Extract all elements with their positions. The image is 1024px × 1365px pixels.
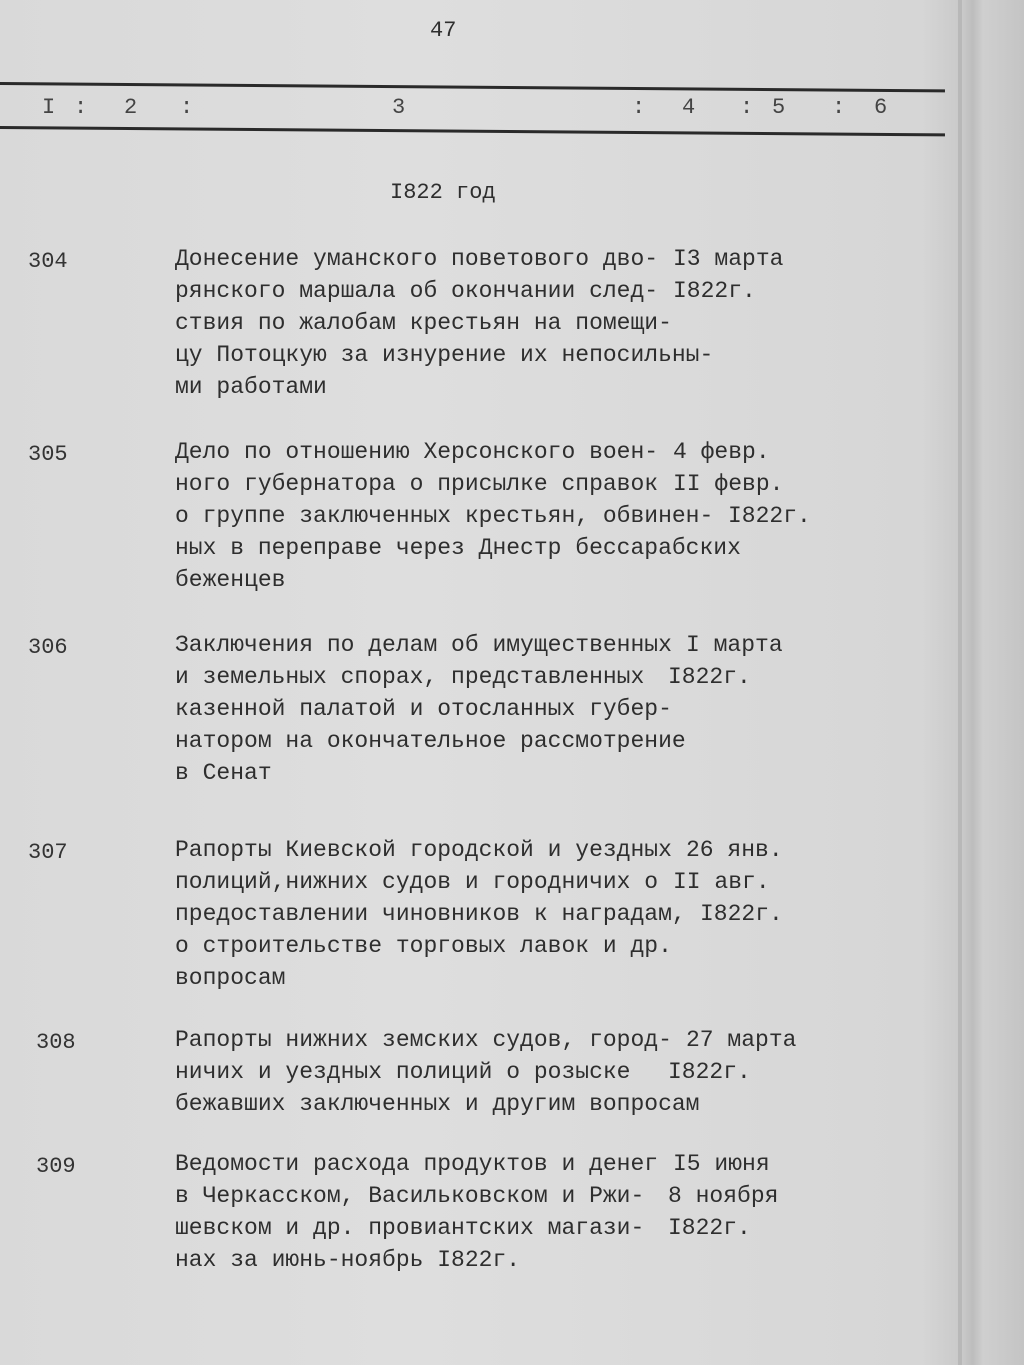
header-rule-bottom [0, 126, 945, 136]
description-line: предоставлении чиновников к наградам, [175, 901, 686, 927]
description-line: вопросам [175, 965, 286, 991]
date-line: I5 июня [673, 1151, 770, 1177]
date-line: I822г. [668, 1215, 751, 1241]
description-line: о строительстве торговых лавок и др. [175, 933, 672, 959]
column-header-2: 2 [124, 95, 138, 120]
description-line: казенной палатой и отосланных губер- [175, 696, 672, 722]
description-line: рянского маршала об окончании след- [175, 278, 659, 304]
description-line: и земельных спорах, представленных [175, 664, 645, 690]
description-line: Ведомости расхода продуктов и денег [175, 1151, 659, 1177]
date-line: II февр. [673, 471, 784, 497]
year-heading: I822 год [390, 180, 496, 205]
entry-number: 308 [36, 1030, 76, 1055]
entry-dates [668, 436, 811, 532]
description-line: в Черкасском, Васильковском и Ржи- [175, 1183, 645, 1209]
description-line: Рапорты нижних земских судов, город- [175, 1027, 672, 1053]
entry-dates [668, 243, 783, 307]
description-line: ного губернатора о присылке справок [175, 471, 659, 497]
description-line: натором на окончательное рассмотрение [175, 728, 686, 754]
date-line: II авг. [673, 869, 770, 895]
entry-number: 305 [28, 442, 68, 467]
column-separator: : [180, 95, 194, 120]
date-line: I822г. [673, 278, 756, 304]
description-line: нах за июнь-ноябрь I822г. [175, 1247, 521, 1273]
entry-dates [668, 1024, 796, 1088]
entry-dates [668, 1148, 778, 1244]
date-line: I3 марта [673, 246, 784, 272]
column-header-5: 5 [772, 95, 786, 120]
column-separator: : [740, 95, 754, 120]
column-separator: : [832, 95, 846, 120]
entry-description [175, 436, 741, 596]
description-line: бежавших заключенных и другим вопросам [175, 1091, 700, 1117]
date-line: 8 ноября [668, 1183, 779, 1209]
column-header-6: 6 [874, 95, 888, 120]
description-line: в Сенат [175, 760, 272, 786]
page-number: 47 [430, 18, 457, 43]
column-header-3: 3 [392, 95, 406, 120]
entry-description [175, 834, 686, 994]
description-line: Дело по отношению Херсонского воен- [175, 439, 659, 465]
column-header-1: I [42, 95, 56, 120]
column-header-4: 4 [682, 95, 696, 120]
date-line: 4 февр. [673, 439, 770, 465]
date-line: I822г. [668, 1059, 751, 1085]
description-line: Донесение уманского поветового дво- [175, 246, 659, 272]
description-line: о группе заключенных крестьян, обвинен- [175, 503, 714, 529]
date-line: I822г. [668, 664, 751, 690]
date-line: 26 янв. [686, 837, 783, 863]
description-line: Заключения по делам об имущественных [175, 632, 672, 658]
entry-description [175, 629, 686, 789]
description-line: ствия по жалобам крестьян на помещи- [175, 310, 672, 336]
date-line: I822г. [700, 901, 783, 927]
entry-description [175, 1024, 700, 1120]
column-separator: : [74, 95, 88, 120]
entry-description [175, 243, 713, 403]
entry-description [175, 1148, 658, 1276]
description-line: беженцев [175, 567, 286, 593]
description-line: шевском и др. провиантских магази- [175, 1215, 645, 1241]
description-line: ных в переправе через Днестр бессарабских [175, 535, 741, 561]
description-line: цу Потоцкую за изнурение их непосильны- [175, 342, 714, 368]
entry-number: 306 [28, 635, 68, 660]
description-line: ничих и уездных полиций о розыске [175, 1059, 631, 1085]
description-line: ми работами [175, 374, 327, 400]
entry-dates [668, 834, 783, 930]
entry-number: 309 [36, 1154, 76, 1179]
entry-number: 307 [28, 840, 68, 865]
column-separator: : [632, 95, 646, 120]
entry-number: 304 [28, 249, 68, 274]
date-line: I марта [686, 632, 783, 658]
description-line: Рапорты Киевской городской и уездных [175, 837, 672, 863]
date-line: I822г. [728, 503, 811, 529]
date-line: 27 марта [686, 1027, 797, 1053]
description-line: полиций,нижних судов и городничих о [175, 869, 659, 895]
header-rule-top [0, 82, 945, 92]
entry-dates [668, 629, 783, 693]
page-edge [958, 0, 962, 1365]
